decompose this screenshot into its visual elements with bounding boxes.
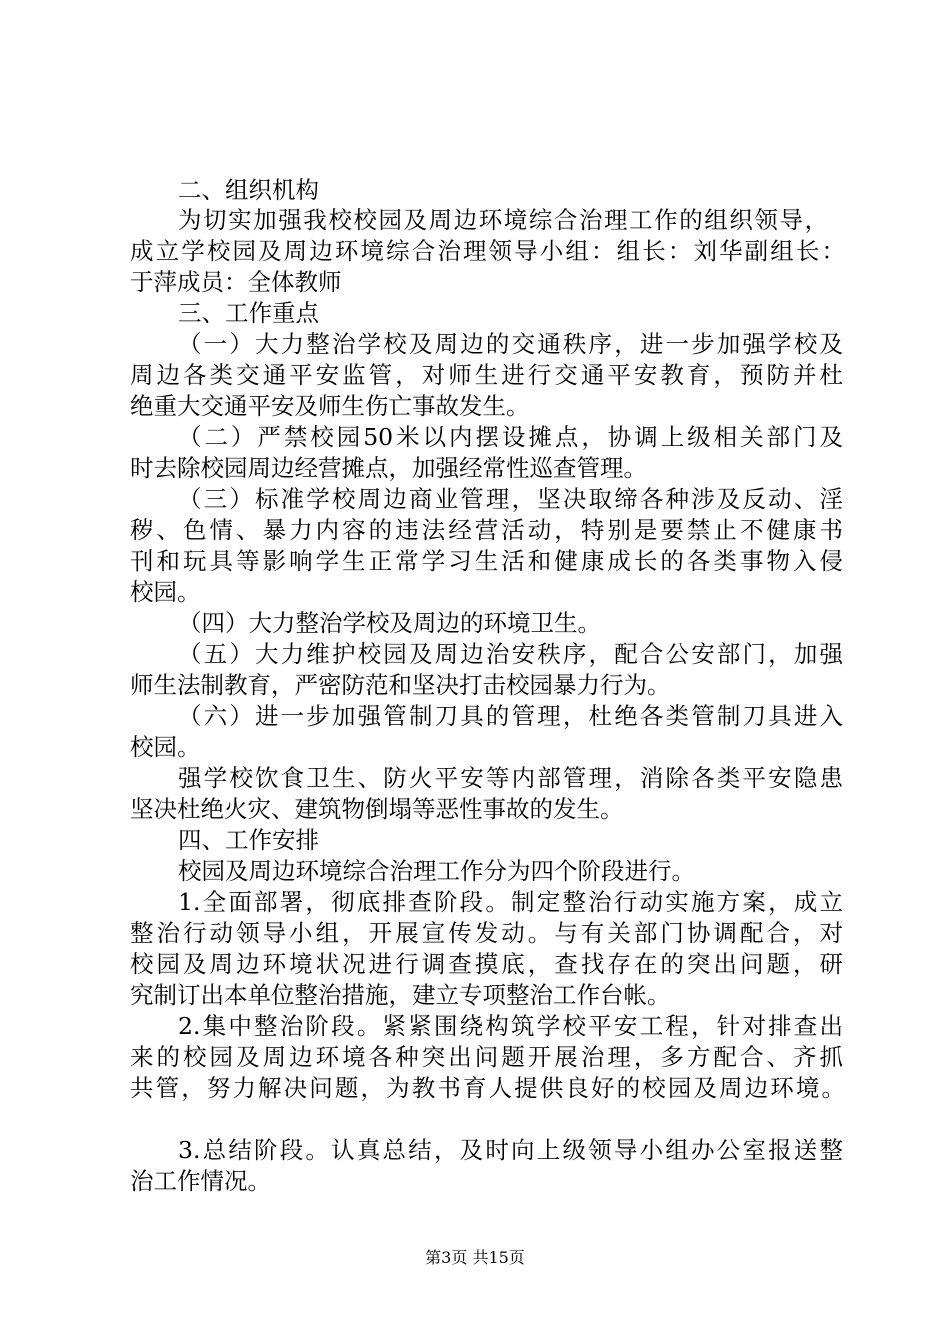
paragraph-line: 究制订出本单位整治措施，建立专项整治工作台帐。 bbox=[130, 981, 671, 1009]
paragraph-line: 2.集中整治阶段。紧紧围绕构筑学校平安工程，针对排查出 bbox=[178, 1012, 843, 1040]
paragraph-line: （四）大力整治学校及周边的环境卫生。 bbox=[178, 609, 601, 637]
paragraph-line: （三）标准学校周边商业管理，坚决取缔各种涉及反动、淫 bbox=[178, 485, 843, 513]
paragraph-line: 绝重大交通平安及师生伤亡事故发生。 bbox=[130, 392, 530, 420]
section-heading: 三、工作重点 bbox=[178, 299, 319, 327]
paragraph-line: 校园及周边环境状况进行调查摸底，查找存在的突出问题，研 bbox=[130, 950, 843, 978]
paragraph-line: 成立学校园及周边环境综合治理领导小组：组长：刘华副组长： bbox=[130, 237, 845, 265]
paragraph-line: （一）大力整治学校及周边的交通秩序，进一步加强学校及 bbox=[178, 330, 843, 358]
paragraph-line: 治工作情况。 bbox=[130, 1167, 271, 1195]
paragraph-line: 刊和玩具等影响学生正常学习生活和健康成长的各类事物入侵 bbox=[130, 547, 843, 575]
paragraph-line: 于萍成员：全体教师 bbox=[130, 268, 342, 296]
paragraph-line: （六）进一步加强管制刀具的管理，杜绝各类管制刀具进入 bbox=[178, 702, 843, 730]
paragraph-line: 校园及周边环境综合治理工作分为四个阶段进行。 bbox=[178, 857, 695, 885]
paragraph-line: 整治行动领导小组，开展宣传发动。与有关部门协调配合，对 bbox=[130, 919, 843, 947]
paragraph-line: 校园。 bbox=[130, 578, 201, 606]
section-heading: 二、组织机构 bbox=[178, 176, 319, 204]
paragraph-line: 1.全面部署，彻底排查阶段。制定整治行动实施方案，成立 bbox=[178, 888, 843, 916]
paragraph-line: 师生法制教育，严密防范和坚决打击校园暴力行为。 bbox=[130, 671, 671, 699]
paragraph-line: 坚决杜绝火灾、建筑物倒塌等恶性事故的发生。 bbox=[130, 795, 624, 823]
paragraph-line: 3.总结阶段。认真总结，及时向上级领导小组办公室报送整 bbox=[178, 1136, 843, 1164]
paragraph-line: 共管，努力解决问题，为教书育人提供良好的校园及周边环境。 bbox=[130, 1074, 845, 1102]
paragraph-line: 时去除校园周边经营摊点，加强经常性巡查管理。 bbox=[130, 454, 647, 482]
paragraph-line: 校园。 bbox=[130, 733, 201, 761]
section-heading: 四、工作安排 bbox=[178, 826, 319, 854]
paragraph-line: 周边各类交通平安监管，对师生进行交通平安教育，预防并杜 bbox=[130, 361, 843, 389]
paragraph-line: 为切实加强我校校园及周边环境综合治理工作的组织领导， bbox=[178, 206, 828, 234]
paragraph-line: （五）大力维护校园及周边治安秩序，配合公安部门，加强 bbox=[178, 640, 843, 668]
paragraph-line: 来的校园及周边环境各种突出问题开展治理，多方配合、齐抓 bbox=[130, 1043, 843, 1071]
paragraph-line: 秽、色情、暴力内容的违法经营活动，特别是要禁止不健康书 bbox=[130, 516, 843, 544]
paragraph-line: 强学校饮食卫生、防火平安等内部管理，消除各类平安隐患 bbox=[178, 764, 843, 792]
page-number-footer: 第3页 共15页 bbox=[425, 1248, 525, 1267]
paragraph-line: （二）严禁校园50米以内摆设摊点，协调上级相关部门及 bbox=[178, 423, 843, 451]
